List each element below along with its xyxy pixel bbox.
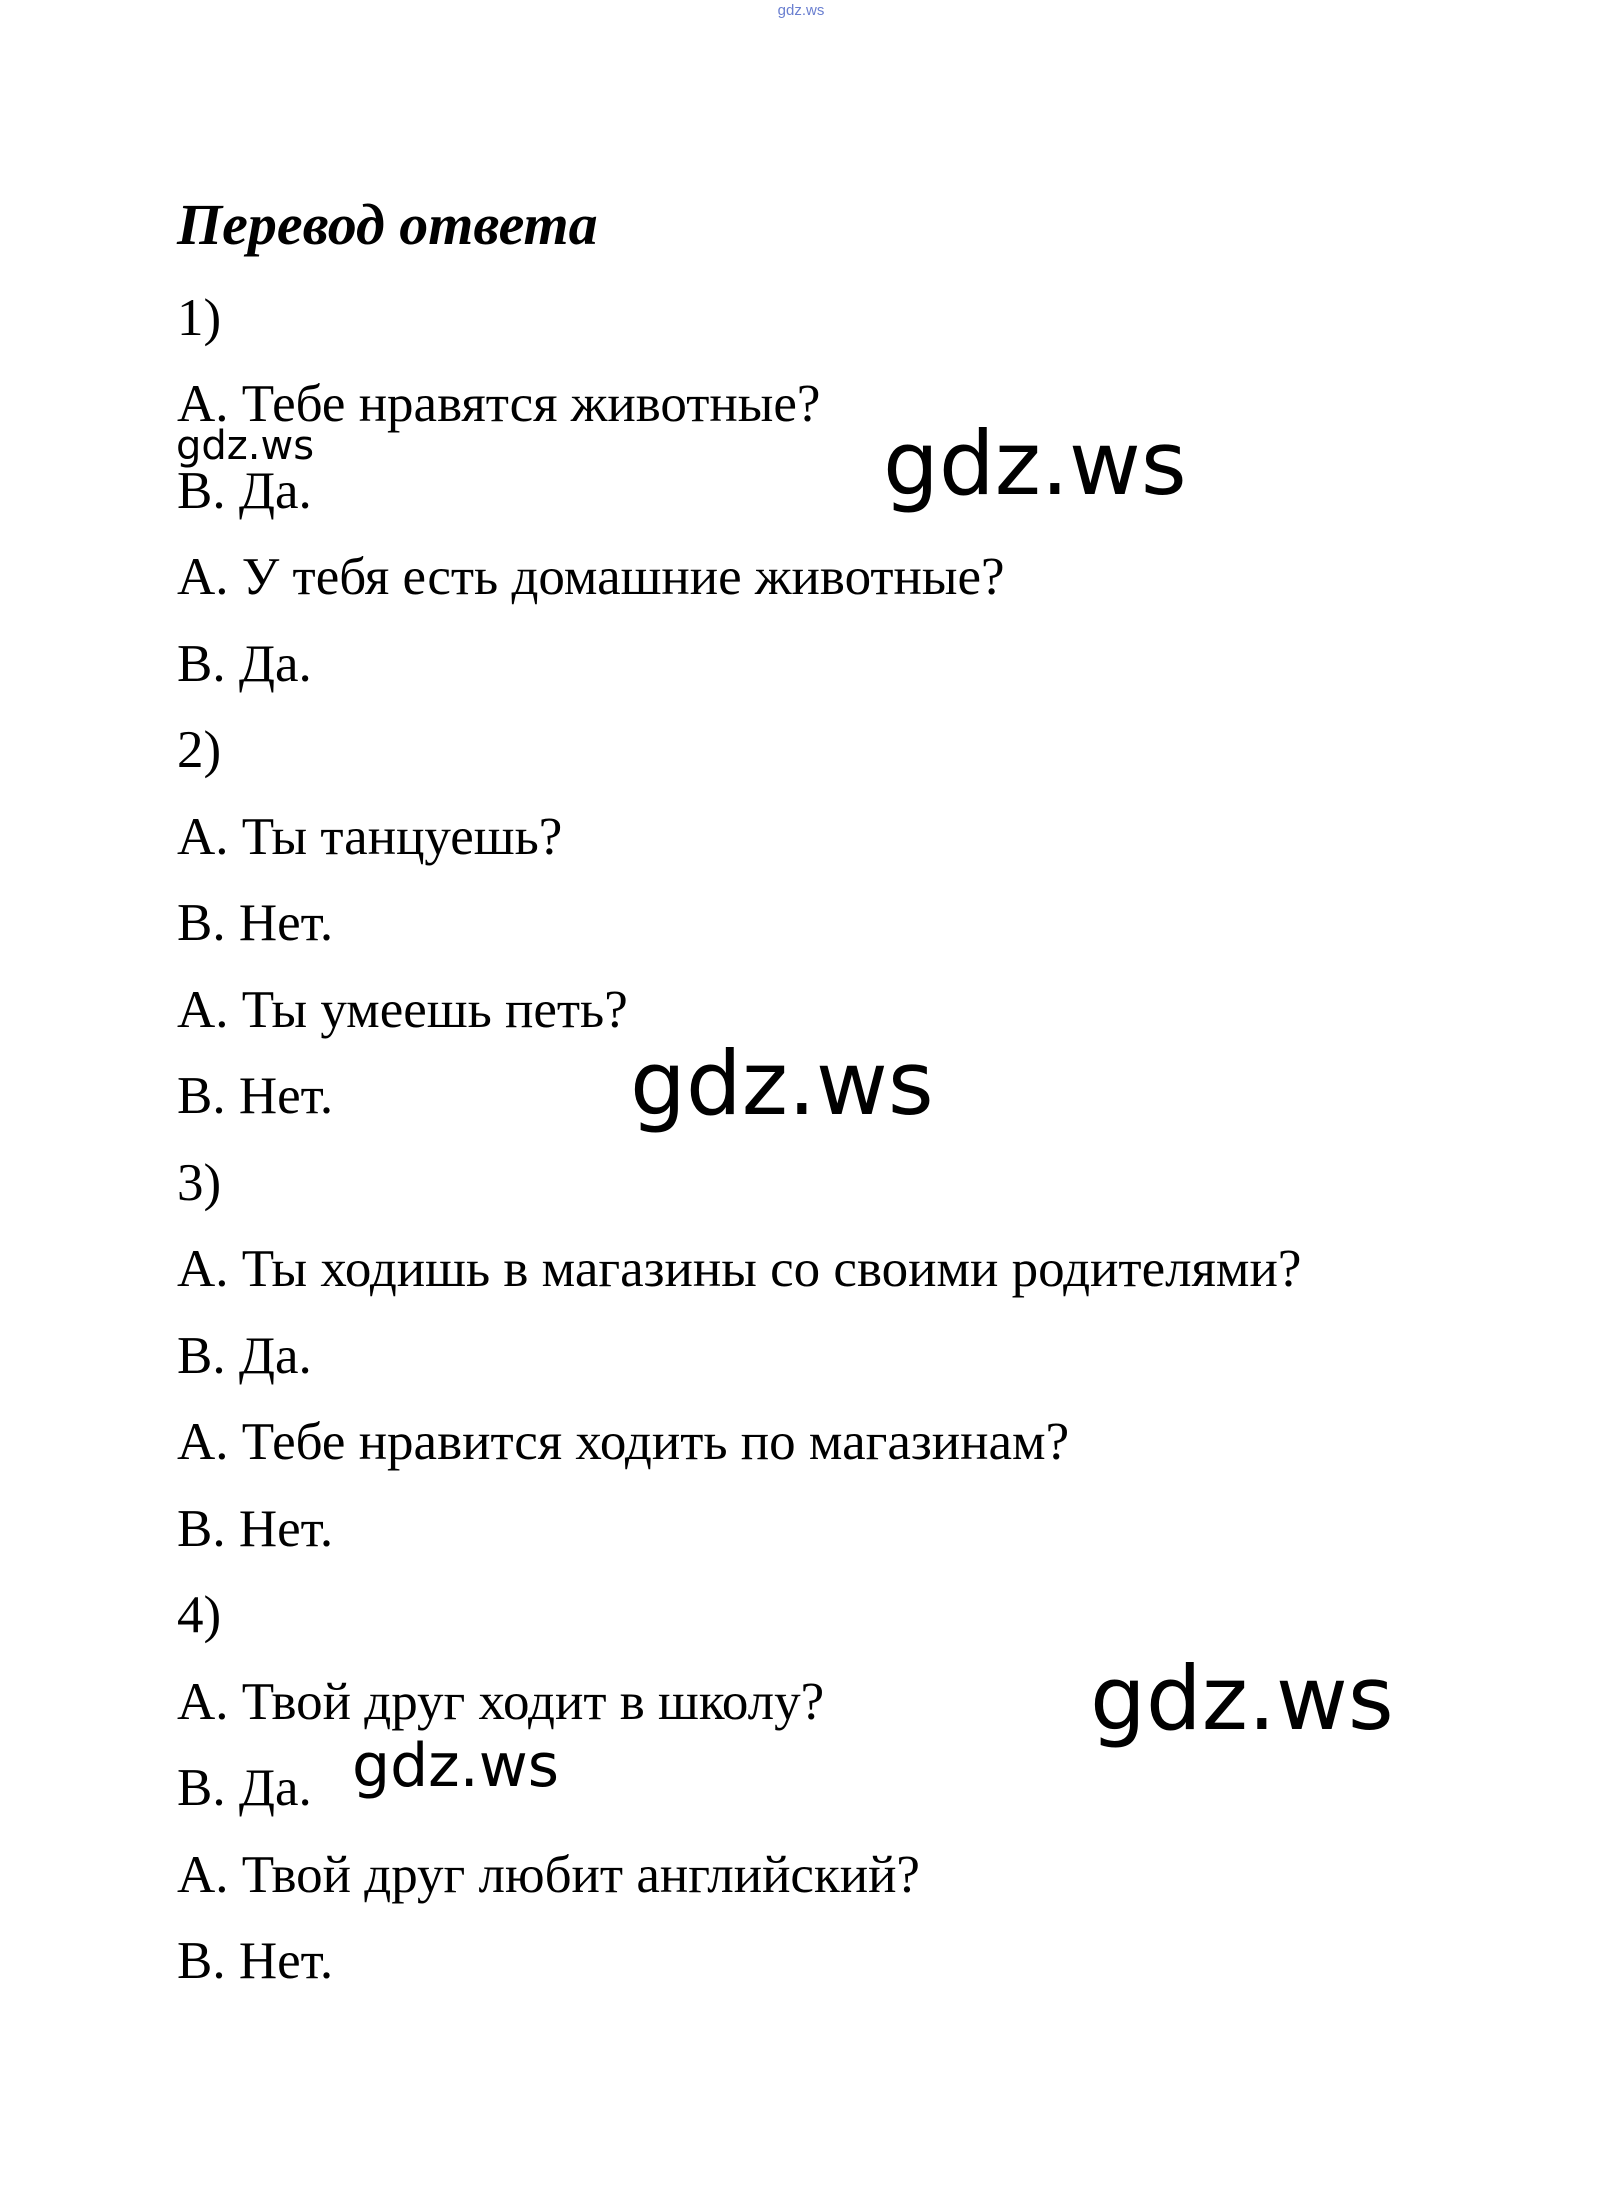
dialogue-line: A. Ты танцуешь? [177, 808, 563, 866]
dialogue-line: A. Тебе нравится ходить по магазинам? [177, 1413, 1070, 1471]
section-number: 3) [177, 1154, 222, 1212]
dialogue-line: B. Нет. [177, 1067, 334, 1125]
page-title: Перевод ответа [177, 192, 598, 257]
dialogue-line: A. Твой друг любит английский? [177, 1846, 920, 1904]
dialogue-line: B. Да. [177, 1759, 312, 1817]
dialogue-line: A. Твой друг ходит в школу? [177, 1673, 825, 1731]
dialogue-line: B. Нет. [177, 894, 334, 952]
watermark: gdz.ws [630, 1032, 934, 1135]
watermark: gdz.ws [176, 423, 315, 469]
section-number: 1) [177, 289, 222, 347]
dialogue-line: B. Нет. [177, 1500, 334, 1558]
section-number: 2) [177, 721, 222, 779]
watermark: gdz.ws [1090, 1647, 1394, 1750]
watermark: gdz.ws [352, 1731, 560, 1801]
dialogue-line: B. Да. [177, 462, 312, 520]
dialogue-line: B. Да. [177, 1327, 312, 1385]
dialogue-line: B. Да. [177, 635, 312, 693]
dialogue-line: A. У тебя есть домашние животные? [177, 548, 1005, 606]
dialogue-line: A. Тебе нравятся животные? [177, 375, 821, 433]
dialogue-line: A. Ты умеешь петь? [177, 981, 628, 1039]
top-watermark: gdz.ws [777, 2, 825, 19]
dialogue-line: A. Ты ходишь в магазины со своими родителями? [177, 1240, 1302, 1298]
watermark: gdz.ws [883, 412, 1187, 515]
dialogue-line: B. Нет. [177, 1932, 334, 1990]
section-number: 4) [177, 1586, 222, 1644]
